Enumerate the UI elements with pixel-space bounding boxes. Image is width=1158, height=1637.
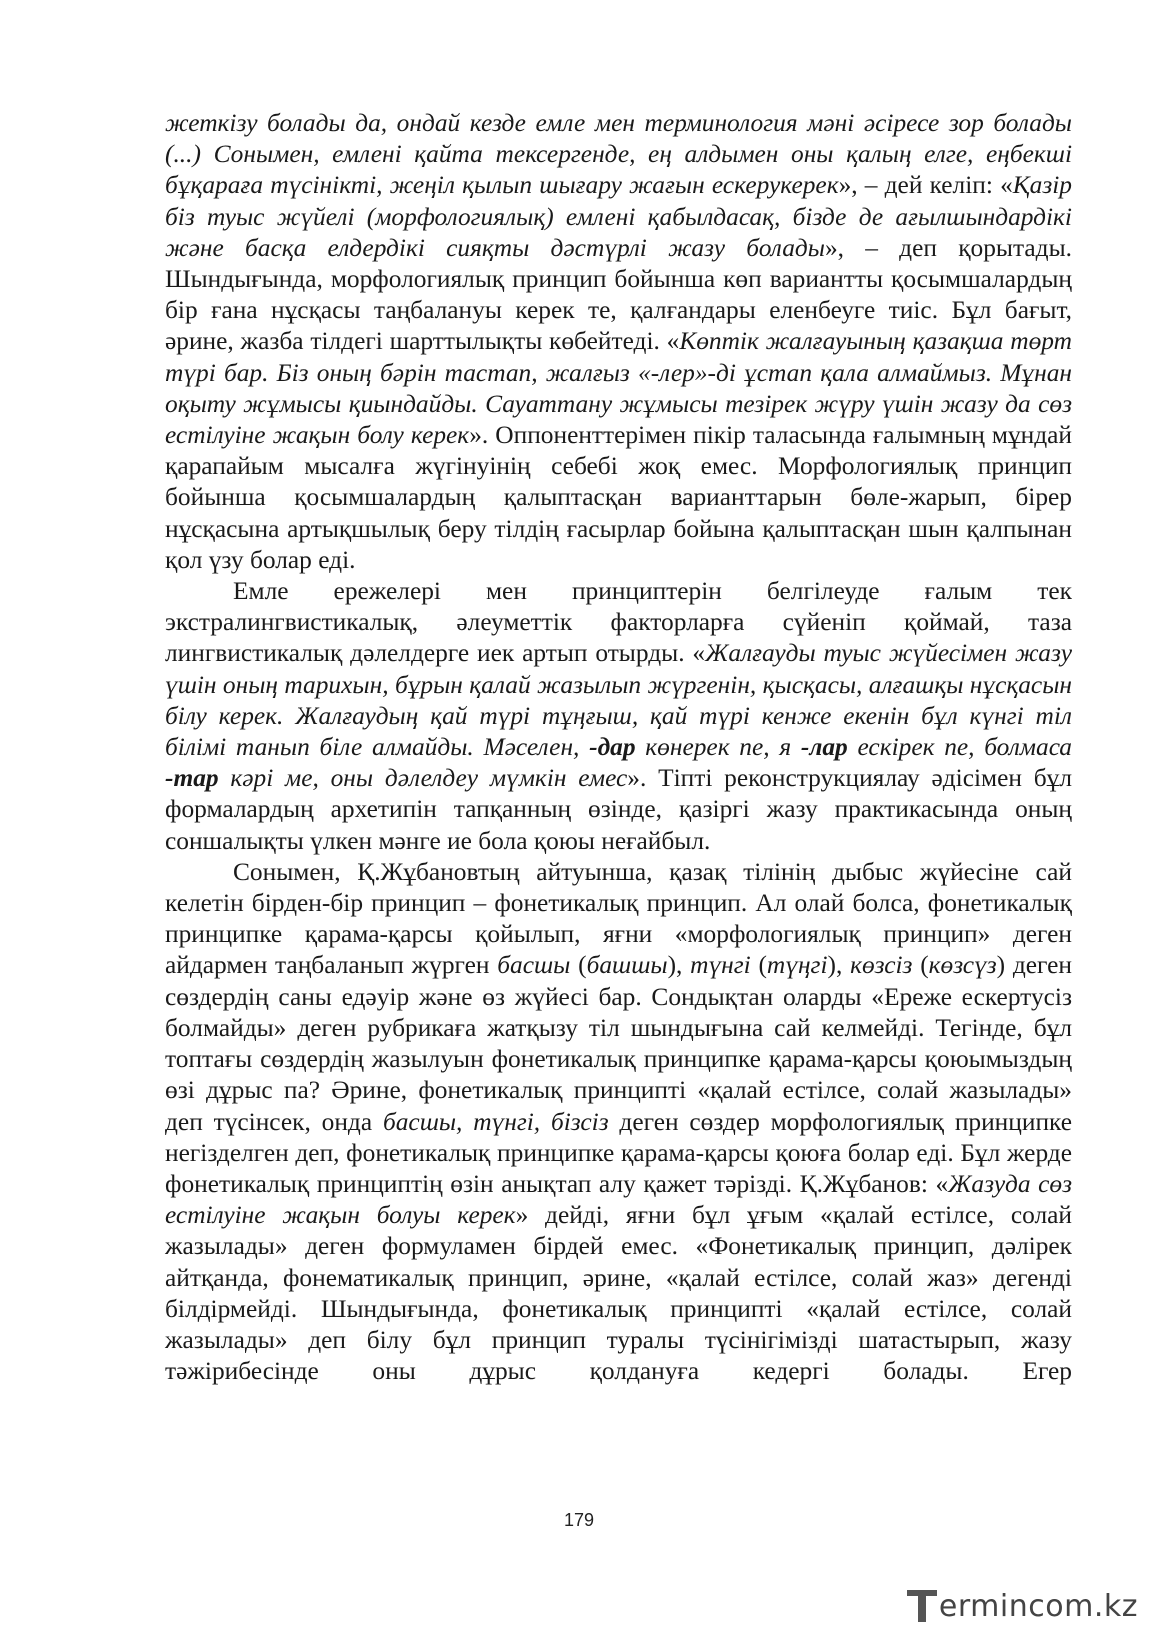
text-run: ( xyxy=(570,951,587,980)
italic-text-run: басшы xyxy=(497,951,571,980)
italic-text-run: басшы, түнгі, бізсіз xyxy=(382,1107,609,1136)
italic-text-run: түнгі xyxy=(690,951,751,980)
bold-text-run: -лар xyxy=(800,733,848,762)
terminkom-logo xyxy=(907,1585,1138,1627)
italic-text-run: Қазір біз туыс жүйелі (морфологиялық) емлені қабылдасақ, бізде де ағылшындардікі және басқа елдердікі сияқты дәстүрлі жазу болады xyxy=(165,171,1072,262)
text-run: ( xyxy=(912,951,929,980)
text-run: Сонымен, Қ.Жұбановтың айтуынша, қазақ тілінің дыбыс жүйесіне сай келетін бірден-бір принцип – фонетикалық принцип. Ал олай болса, фонетикалық принципке қарама-қарсы қойылып, яғни «морфологиялық принцип» деген айдармен таңбаланып жүрген xyxy=(165,857,1072,980)
paragraph-1 xyxy=(165,108,1072,576)
italic-text-run: түңгі xyxy=(766,951,828,980)
logo-text: ermincom.kz xyxy=(938,1588,1138,1624)
italic-text-run: ескірек пе, болмаса xyxy=(847,733,1073,762)
text-run: ), xyxy=(667,951,691,980)
italic-text-run: Жалғауды туыс жүйесімен жазу үшін оның тарихын, бұрын қалай жазылып жүргенін, қысқасы, алғашқы нұсқасын білу керек. Жалғаудың қай түрі тұңғыш, қай түрі кенже екенін бұл күнгі тіл білімі танып біле алмайды. Мәселен, xyxy=(165,639,1072,762)
bold-text-run: -дар xyxy=(589,733,636,762)
paragraph-3 xyxy=(165,857,1072,1387)
italic-text-run: кәрі ме, оны дәлелдеу мүмкін емес xyxy=(218,764,628,793)
italic-text-run: көзсүз xyxy=(928,951,997,980)
text-run: ), xyxy=(827,951,851,980)
text-run: » дейді, яғни бұл ұғым «қалай естілсе, солай жазылады» деген формуламен бірдей емес. «Фонетикалық принцип, дәлірек айтқанда, фонематикалық принцип, әрине, «қалай естілсе, солай жаз» дегенді білдірмейді. Шындығында, фонетикалық принципті «қалай естілсе, солай жазылады» деп білу бұл принцип туралы түсінігімізді шатастырып, жазу тәжірибесінде оны дұрыс қолдануға кедергі болады. Егер xyxy=(165,1201,1072,1386)
text-run: », – деп қорытады. Шындығында, морфологиялық принцип бойынша көп вариантты қосымшалардың бір ғана нұсқасы таңбалануы керек те, қалғандары еленбеуге тиіс. Бұл бағыт, әрине, жазба тілдегі шарттылықты көбейтеді. « xyxy=(165,233,1072,356)
italic-text-run: Жазуда сөз естілуіне жақын болуы керек xyxy=(165,1169,1072,1230)
italic-text-run: көзсіз xyxy=(850,951,913,980)
text-run: Емле ережелері мен принциптерін белгілеуде ғалым тек экстралингвистикалық, әлеуметтік факторларға сүйеніп қоймай, таза лингвистикалық дәлелдерге иек артып отырды. « xyxy=(165,577,1072,668)
italic-text-run: Көптік жалғауының қазақша төрт түрі бар. Біз оның бәрін тастап, жалғыз «-лер»-ді ұстап қала алмаймыз. Мұнан оқыту жұмысы қиындайды. Сауаттану жұмысы тезірек жүру үшін жазу да сөз естілуіне жақын болу керек xyxy=(165,327,1072,450)
italic-text-run: башшы xyxy=(586,951,668,980)
text-run: », – дей келіп: « xyxy=(838,171,1013,200)
text-run: деген сөздер морфологиялық принципке негізделген деп, фонетикалық принципке қарама-қарсы қоюға болар еді. Бұл жерде фонетикалық принциптің өзін анықтап алу қажет тәрізді. Қ.Жұбанов: « xyxy=(165,1107,1073,1198)
text-run: ». Тіпті реконструкциялау әдісімен бұл формалардың архетипін тапқанның өзінде, қазіргі жазу практикасында оның соншалықты үлкен мәнге ие бола қоюы неғайбыл. xyxy=(165,764,1073,855)
page-number: 179 xyxy=(563,1510,595,1530)
italic-text-run: көнерек пе, я xyxy=(635,733,801,762)
bold-text-run: -тар xyxy=(165,764,219,793)
paragraph-2 xyxy=(165,576,1072,857)
document-body xyxy=(165,108,1072,1387)
text-run: ». Оппоненттерімен пікір таласында ғалымның мұндай қарапайым мысалға жүгінуінің себебі жоқ емес. Морфологиялық принцип бойынша қосымшалардың қалыптасқан варианттарын бөле-жарып, бірер нұсқасына артықшылық беру тілдің ғасырлар бойына қалыптасқан шын қалпынан қол үзу болар еді. xyxy=(165,421,1073,574)
text-run: ( xyxy=(750,951,767,980)
logo-t-icon xyxy=(907,1588,937,1624)
text-run: ) деген сөздердің саны едәуір және өз жүйесі бар. Сондықтан оларды «Ереже ескертусіз болмайды» деген рубрикаға жатқызу тіл шындығына сай келмейді. Тегінде, бұл топтағы сөздердің жазылуын фонетикалық принципке қарама-қарсы қоюымыздың өзі дұрыс па? Әрине, фонетикалық принципті «қалай естілсе, солай жазылады» деп түсінсек, онда xyxy=(165,951,1072,1136)
italic-text-run: жеткізу болады да, ондай кезде емле мен терминология мәні әсіресе зор болады (...) Сонымен, емлені қайта тексергенде, ең алдымен оны қалың елге, еңбекші бұқараға түсінікті, жеңіл қылып шығару жағын ескерукерек xyxy=(165,109,1072,200)
